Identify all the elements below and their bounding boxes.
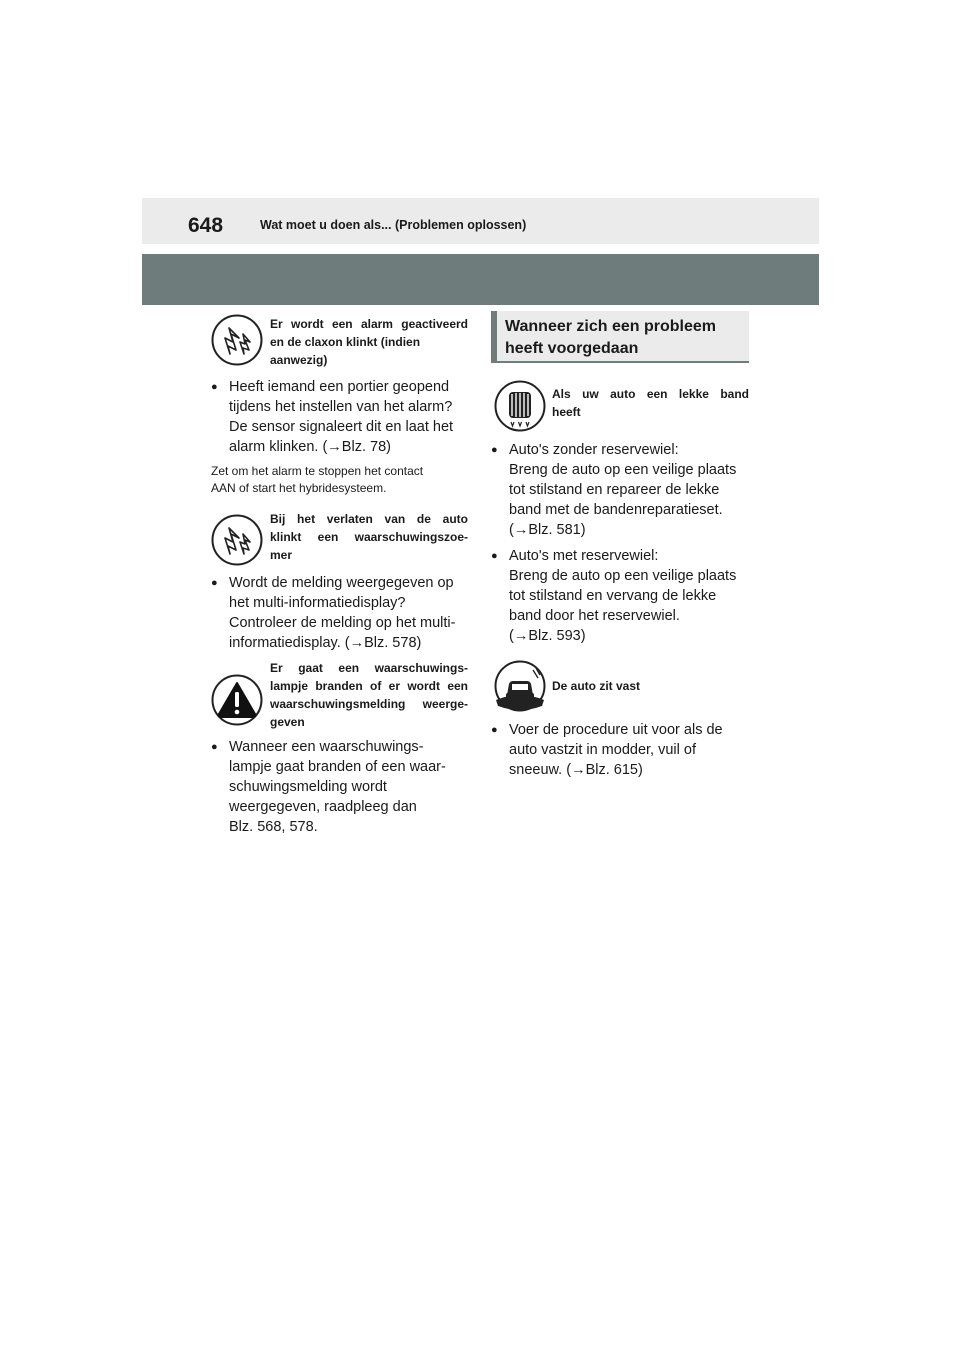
note-line: Zet om het alarm te stoppen het contact (211, 464, 424, 478)
bullet-line: informatiedisplay. (→Blz. 578) (229, 635, 422, 651)
bullet-line: (→Blz. 581) (509, 522, 586, 538)
bullet-line: tijdens het instellen van het alarm? (229, 399, 453, 415)
bullet-item (491, 720, 769, 780)
alarm-lightning-icon (211, 514, 263, 566)
bullet-line: tot stilstand en vervang de lekke (509, 588, 717, 604)
caption-line: Er gaat een waarschuwings- (270, 661, 468, 675)
flat-tire-icon (494, 380, 546, 432)
heading-line: heeft voorgedaan (505, 340, 639, 357)
icon-caption-exit-warning (270, 510, 468, 564)
bullet-line: tot stilstand en repareer de lekke (509, 482, 720, 498)
chapter-title: Wat moet u doen als... (Problemen oplossen) (260, 218, 527, 232)
page-header (142, 198, 819, 244)
note-text (211, 463, 471, 497)
bullet-line: ● Wordt de melding weergegeven op (229, 575, 454, 591)
note-line: AAN of start het hybridesysteem. (211, 481, 387, 495)
bullet-line: ● Heeft iemand een portier geopend (229, 379, 450, 395)
heading-line: Wanneer zich een probleem (505, 318, 717, 335)
bullet-item (211, 377, 489, 457)
bullet-line: alarm klinken. (→Blz. 78) (229, 439, 391, 455)
caption-line: en de claxon klinkt (indien (270, 335, 421, 349)
caption-line: Als uw auto een lekke band (552, 387, 749, 401)
section-heading (491, 311, 749, 363)
bullet-item (211, 737, 489, 837)
bullet-line: Breng de auto op een veilige plaats (509, 568, 737, 584)
icon-caption-flat-tire (552, 385, 749, 421)
bullet-item (491, 440, 769, 540)
warning-triangle-icon (211, 674, 263, 726)
bullet-line: sneeuw. (→Blz. 615) (509, 762, 643, 778)
caption-line: aanwezig) (270, 353, 328, 367)
alarm-lightning-icon (211, 314, 263, 366)
caption-line: Er wordt een alarm geactiveerd (270, 317, 468, 331)
page-number: 648 (188, 214, 224, 237)
bullet-line: lampje gaat branden of een waar- (229, 759, 446, 775)
caption-line: mer (270, 548, 293, 562)
bullet-line: Controleer de melding op het multi- (229, 615, 456, 631)
stuck-car-icon (494, 660, 546, 712)
bullet-line: weergegeven, raadpleeg dan (229, 799, 417, 815)
bullet-line: auto vastzit in modder, vuil of (509, 742, 696, 758)
section-band (142, 254, 819, 305)
caption-line: klinkt een waarschuwingszoe- (270, 530, 468, 544)
bullet-line: Blz. 568, 578. (229, 819, 318, 835)
bullet-line: het multi-informatiedisplay? (229, 595, 406, 611)
bullet-line: (→Blz. 593) (509, 628, 586, 644)
caption-line: geven (270, 715, 305, 729)
bullet-line: ● Wanneer een waarschuwings- (229, 739, 424, 755)
bullet-line: band door het reservewiel. (509, 608, 680, 624)
caption-line: lampje branden of er wordt een (270, 679, 468, 693)
caption-line: waarschuwingsmelding weerge- (270, 697, 468, 711)
bullet-item (491, 546, 769, 646)
bullet-line: ● Auto's zonder reservewiel: (509, 442, 679, 458)
bullet-line: ● Auto's met reservewiel: (509, 548, 659, 564)
bullet-line: schuwingsmelding wordt (229, 779, 387, 795)
bullet-line: band met de bandenreparatieset. (509, 502, 723, 518)
icon-caption-alarm (270, 315, 468, 369)
icon-caption-stuck (552, 677, 749, 695)
caption-line: De auto zit vast (552, 679, 641, 693)
caption-line: Bij het verlaten van de auto (270, 512, 468, 526)
icon-caption-warning-light (270, 659, 468, 731)
bullet-line: Breng de auto op een veilige plaats (509, 462, 737, 478)
caption-line: heeft (552, 405, 581, 419)
bullet-line: ● Voer de procedure uit voor als de (509, 722, 723, 738)
bullet-item (211, 573, 489, 653)
bullet-line: De sensor signaleert dit en laat het (229, 419, 454, 435)
